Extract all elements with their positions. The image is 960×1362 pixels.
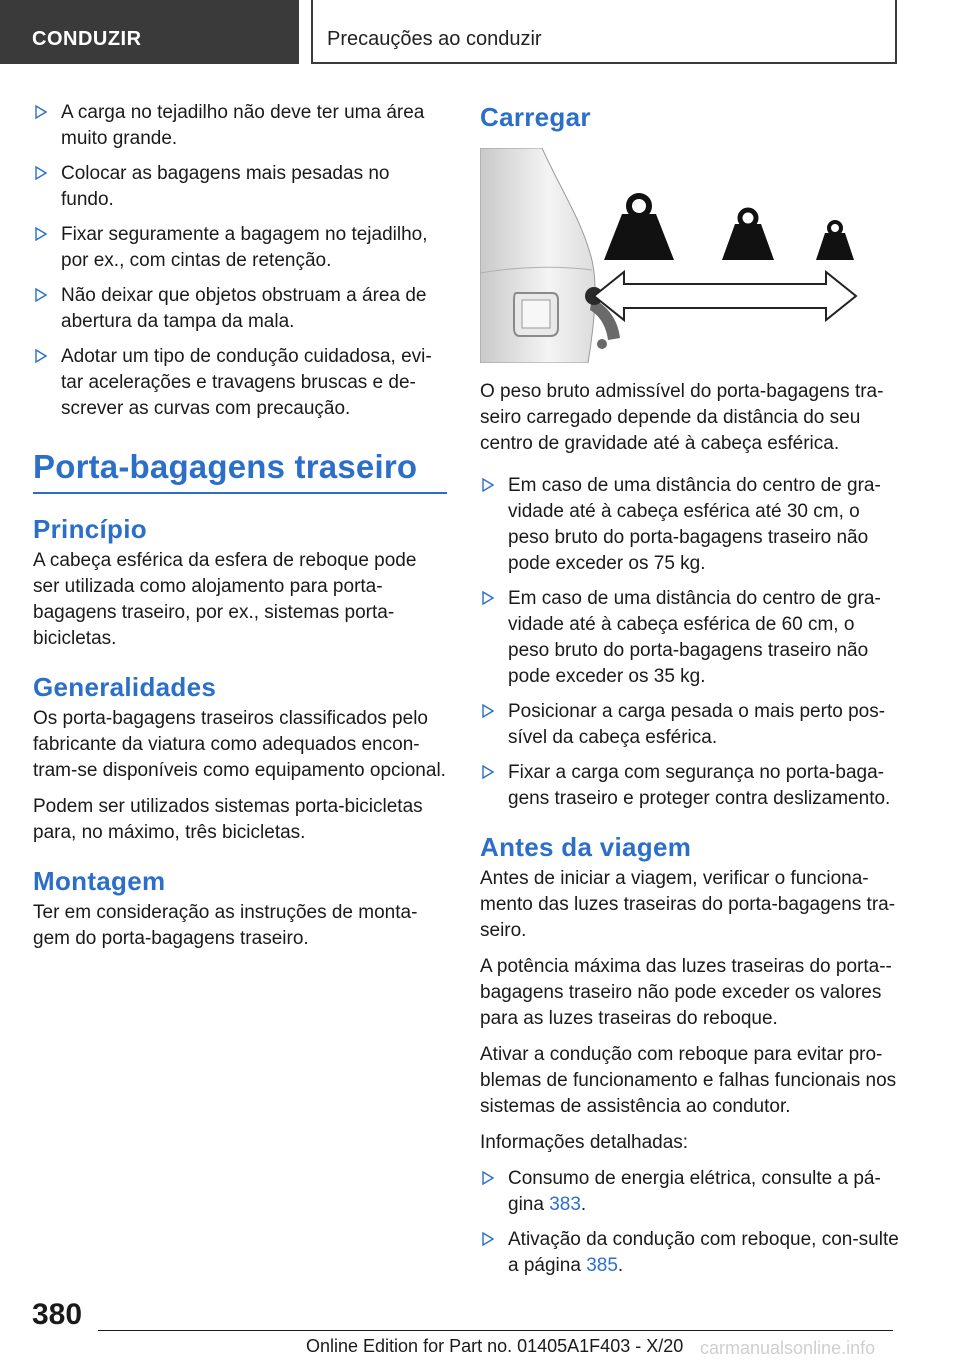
carregar-list bbox=[480, 473, 900, 812]
principio-heading: Princípio bbox=[33, 514, 147, 544]
triangle-right-outline-icon bbox=[35, 227, 47, 241]
page-link-383[interactable]: 383 bbox=[549, 1194, 581, 1215]
list-item: Colocar as bagagens mais pesadas no fundo. bbox=[33, 161, 447, 213]
chapter-title: CONDUZIR bbox=[32, 28, 142, 50]
antes-paragraph: Antes de iniciar a viagem, verificar o funciona-mento das luzes traseiras do porta-bagagens tra-seiro. bbox=[480, 868, 896, 941]
triangle-right-outline-icon bbox=[35, 288, 47, 302]
chapter-tab bbox=[0, 0, 299, 64]
generalidades-paragraph: Os porta-bagagens traseiros classificados pelo fabricante da viatura como adequados encon-tram-se disponíveis como equipamento opcional. bbox=[33, 708, 446, 781]
main-heading: Porta-bagagens traseiro bbox=[33, 448, 418, 485]
list-item: Fixar seguramente a bagagem no tejadilho, por ex., com cintas de retenção. bbox=[33, 222, 447, 274]
triangle-right-outline-icon bbox=[482, 765, 494, 779]
roof-load-list bbox=[33, 100, 447, 422]
right-column bbox=[480, 100, 900, 1288]
triangle-right-outline-icon bbox=[35, 349, 47, 363]
triangle-right-outline-icon bbox=[482, 478, 494, 492]
principio-text: A cabeça esférica da esfera de reboque pode ser utilizada como alojamento para porta-bagagens traseiro, por ex., sistemas porta-bicicletas. bbox=[33, 550, 417, 649]
info-list bbox=[480, 1166, 900, 1279]
triangle-right-outline-icon bbox=[482, 704, 494, 718]
list-item: Em caso de uma distância do centro de gra-vidade até à cabeça esférica de 60 cm, o peso bruto do porta-bagagens traseiro não pode exceder os 35 kg. bbox=[480, 586, 900, 690]
list-item: Fixar a carga com segurança no porta-baga-gens traseiro e proteger contra deslizamento. bbox=[480, 760, 900, 812]
heading-rule bbox=[33, 492, 447, 494]
page-number: 380 bbox=[32, 1298, 83, 1331]
list-item: Consumo de energia elétrica, consulte a pá-gina 383. bbox=[480, 1166, 900, 1218]
triangle-right-outline-icon bbox=[482, 1171, 494, 1185]
antes-paragraph: A potência máxima das luzes traseiras do porta--bagagens traseiro não pode exceder os valores para as luzes traseiras do reboque. bbox=[480, 956, 892, 1029]
antes-paragraph: Informações detalhadas: bbox=[480, 1132, 689, 1153]
list-item: A carga no tejadilho não deve ter uma área muito grande. bbox=[33, 100, 447, 152]
section-title: Precauções ao conduzir bbox=[327, 28, 542, 50]
weight-medium-icon bbox=[722, 210, 774, 260]
footer-rule bbox=[98, 1330, 893, 1331]
carregar-heading: Carregar bbox=[480, 102, 591, 132]
weight-large-icon bbox=[604, 196, 674, 260]
list-item: Ativação da condução com reboque, con-sulte a página 385. bbox=[480, 1227, 900, 1279]
triangle-right-outline-icon bbox=[35, 105, 47, 119]
list-item: Posicionar a carga pesada o mais perto pos-sível da cabeça esférica. bbox=[480, 699, 900, 751]
section-tab bbox=[311, 0, 897, 64]
list-item: Não deixar que objetos obstruam a área de abertura da tampa da mala. bbox=[33, 283, 447, 335]
antes-heading: Antes da viagem bbox=[480, 832, 692, 862]
montagem-text: Ter em consideração as instruções de monta-gem do porta-bagagens traseiro. bbox=[33, 902, 418, 949]
triangle-right-outline-icon bbox=[482, 1232, 494, 1246]
antes-paragraph: Ativar a condução com reboque para evitar pro-blemas de funcionamento e falhas funcionais nos sistemas de assistência ao condutor. bbox=[480, 1044, 897, 1117]
triangle-right-outline-icon bbox=[482, 591, 494, 605]
footer-edition: Online Edition for Part no. 01405A1F403 - X/20 bbox=[306, 1336, 684, 1356]
generalidades-heading: Generalidades bbox=[33, 672, 217, 702]
list-item: Em caso de uma distância do centro de gra-vidade até à cabeça esférica até 30 cm, o peso bruto do porta-bagagens traseiro não pode exceder os 75 kg. bbox=[480, 473, 900, 577]
generalidades-paragraph: Podem ser utilizados sistemas porta-bicicletas para, no máximo, três bicicletas. bbox=[33, 796, 423, 843]
montagem-heading: Montagem bbox=[33, 866, 166, 896]
distance-arrow bbox=[594, 272, 856, 320]
carregar-intro: O peso bruto admissível do porta-bagagens tra-seiro carregado depende da distância do seu centro de gravidade até à cabeça esférica. bbox=[480, 381, 884, 454]
list-item: Adotar um tipo de condução cuidadosa, evi-tar acelerações e travagens bruscas e de-screver as curvas com precaução. bbox=[33, 344, 447, 422]
page-link-385[interactable]: 385 bbox=[586, 1255, 618, 1276]
triangle-right-outline-icon bbox=[35, 166, 47, 180]
watermark: carmanualsonline.info bbox=[700, 1338, 876, 1358]
weight-small-icon bbox=[816, 222, 854, 260]
left-column bbox=[33, 100, 447, 962]
load-distance-illustration bbox=[480, 148, 860, 363]
